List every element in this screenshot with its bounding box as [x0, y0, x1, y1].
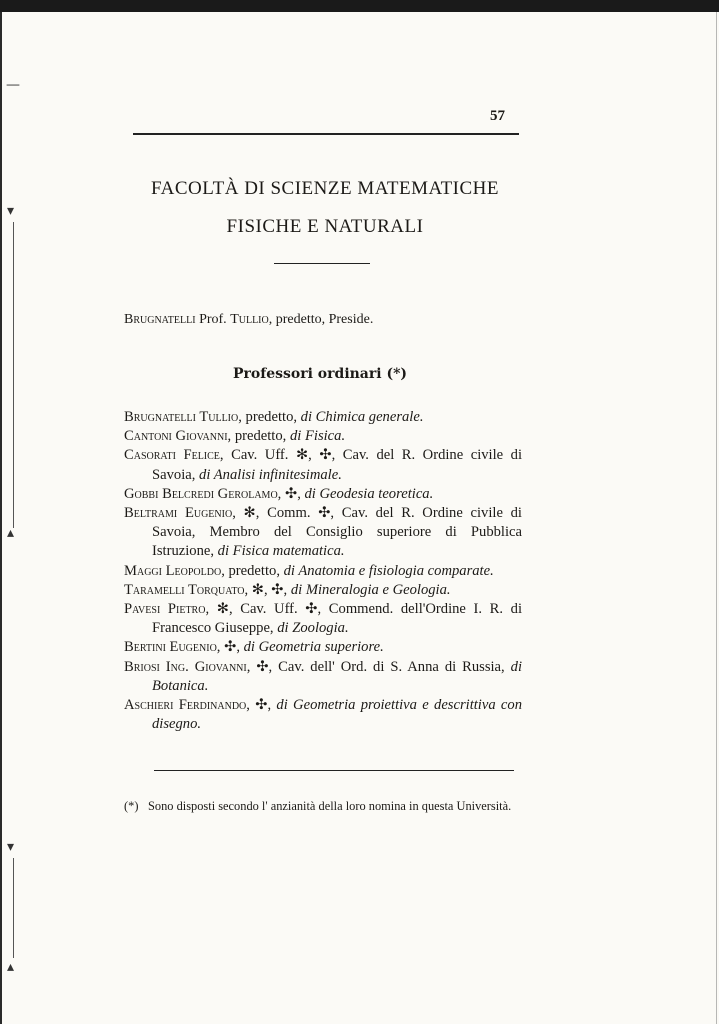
professor-name: Maggi Leopoldo — [124, 562, 222, 579]
professor-entry — [124, 446, 522, 484]
professor-details: , predetto, — [227, 428, 290, 445]
margin-dash-mark: — — [6, 77, 20, 93]
dean-surname: Brugnatelli — [124, 312, 196, 327]
professor-subject: di Anatomia e fisiologia comparate. — [283, 562, 494, 579]
professor-details: , ✣, — [246, 697, 277, 714]
scan-left-border — [0, 12, 2, 1024]
margin-pin-mark-bottom: ▴ — [7, 525, 15, 541]
professor-entry — [124, 600, 522, 638]
professor-subject: di Analisi infinitesimale. — [199, 466, 342, 483]
professor-subject: di Geodesia teoretica. — [304, 485, 434, 502]
professor-subject: di Botanica. — [152, 658, 522, 694]
professor-entry — [124, 485, 522, 504]
professor-name: Brugnatelli Tullio — [124, 409, 239, 425]
margin-pin-mark-top: ▾ — [7, 203, 15, 219]
page-title-line-1: FACOLTÀ DI SCIENZE MATEMATICHE — [150, 178, 500, 199]
professor-name: Casorati Felice — [124, 447, 220, 464]
professor-details: , ✻, Comm. ✣, Cav. del R. Ordine civile di Savoia, Membro del Consiglio superiore di Pubblica Istruzione, — [152, 505, 522, 560]
page-number: 57 — [490, 108, 505, 124]
professor-entry — [124, 658, 522, 696]
margin-pin-mark-lower: ▾ — [7, 839, 15, 855]
professor-entry — [124, 504, 522, 562]
professor-list — [124, 408, 522, 734]
professor-name: Bertini Eugenio — [124, 639, 217, 656]
header-rule — [133, 133, 519, 135]
footnote-rule — [154, 770, 514, 771]
professor-details: , ✻, Cav. Uff. ✣, Commend. dell'Ordine I. R. di Francesco Giuseppe, — [152, 601, 522, 637]
professor-name: Aschieri Ferdinando — [124, 697, 247, 714]
professor-entry — [124, 408, 522, 427]
professor-subject: di Fisica. — [289, 428, 346, 445]
professor-name: Briosi Ing. Giovanni — [124, 658, 247, 675]
professor-details: , ✣, — [277, 485, 305, 502]
professor-name: Cantoni Giovanni — [124, 428, 228, 445]
professor-subject: di Mineralogia e Geologia. — [290, 581, 451, 598]
professor-subject: di Geometria superiore. — [243, 639, 384, 656]
margin-binding-line-lower — [13, 858, 14, 958]
title-rule — [274, 263, 370, 264]
professor-name: Beltrami Eugenio — [124, 505, 233, 522]
dean-title: Prof. — [195, 312, 231, 327]
professor-subject: di Zoologia. — [277, 620, 349, 637]
professor-details: , ✣, — [216, 639, 244, 656]
professor-name: Pavesi Pietro — [124, 601, 206, 618]
professor-entry — [124, 427, 522, 446]
footnote — [124, 798, 546, 814]
professor-subject: di Geometria proiettiva e descrittiva con disegno. — [152, 697, 522, 733]
professor-details: , Cav. Uff. ✻, ✣, Cav. del R. Ordine civile di Savoia, — [152, 447, 522, 483]
professor-details: , ✣, Cav. dell' Ord. di S. Anna di Russia, — [246, 658, 511, 675]
professor-entry — [124, 696, 522, 734]
professor-entry — [124, 581, 522, 600]
dean-rest: , predetto, Preside. — [268, 312, 374, 327]
footnote-mark: (*) — [124, 799, 139, 813]
page-title-line-2: FISICHE E NATURALI — [226, 216, 424, 237]
professor-entry — [124, 638, 522, 657]
professor-details: , predetto, — [221, 562, 284, 579]
dean-line — [124, 312, 373, 328]
dean-given-name: Tullio — [230, 312, 269, 327]
scan-top-border — [0, 0, 719, 12]
scan-right-border — [716, 12, 717, 1024]
margin-pin-mark-end: ▴ — [7, 959, 15, 975]
professor-details: , ✻, ✣, — [244, 581, 291, 598]
section-heading: Professori ordinari (*) — [232, 366, 408, 382]
footnote-text: Sono disposti secondo l' anzianità della loro nomina in questa Università. — [148, 799, 512, 813]
professor-entry — [124, 562, 522, 581]
professor-subject: di Chimica generale. — [300, 409, 424, 425]
professor-name: Gobbi Belcredi Gerolamo — [124, 485, 278, 502]
professor-subject: di Fisica matematica. — [217, 543, 345, 560]
professor-details: , predetto, — [238, 409, 301, 425]
professor-name: Taramelli Torquato — [124, 581, 245, 598]
